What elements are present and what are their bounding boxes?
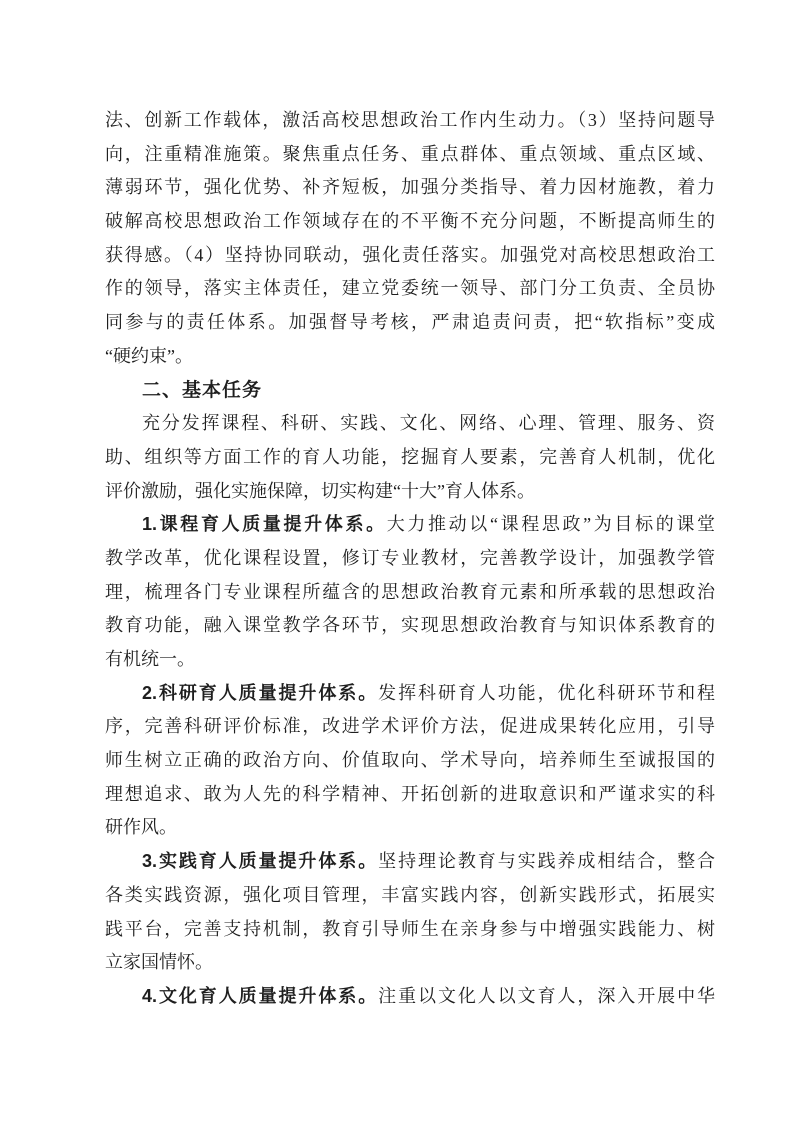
body-text: 有机统一。	[105, 649, 195, 669]
bold-lead-text: 2.科研育人质量提升体系。	[142, 682, 379, 703]
body-text: 法、创新工作载体，激活高校思想政治工作内生动力。（3）坚持问题导	[105, 110, 715, 130]
body-text: 作的领导，落实主体责任，建立党委统一领导、部门分工负责、全员协	[105, 278, 715, 299]
body-text: 充分发挥课程、科研、实践、文化、网络、心理、管理、服务、资	[142, 413, 715, 434]
body-text: 各类实践资源，强化项目管理，丰富实践内容，创新实践形式，拓展实	[105, 884, 715, 905]
body-text: 助、组织等方面工作的育人功能，挖掘育人要素，完善育人机制，优化	[105, 446, 715, 467]
text-line	[105, 811, 715, 845]
body-text: 践平台，完善支持机制，教育引导师生在亲身参与中增强实践能力、树	[105, 918, 715, 939]
body-text: 薄弱环节，强化优势、补齐短板，加强分类指导、着力因材施教，着力	[105, 177, 715, 198]
text-line	[105, 946, 715, 980]
body-text: 坚持理论教育与实践养成相结合，整合	[378, 851, 716, 872]
body-text: 研作风。	[105, 817, 177, 838]
body-text: “硬约束”。	[105, 345, 193, 366]
text-line	[105, 407, 715, 441]
text-line	[105, 272, 715, 306]
body-text: 序，完善科研评价标准，改进学术评价方法，促进成果转化应用，引导	[105, 716, 715, 737]
body-text: 发挥科研育人功能，优化科研环节和程	[378, 682, 716, 703]
body-text: 理，梳理各门专业课程所蕴含的思想政治教育元素和所承载的思想政治	[105, 581, 715, 602]
body-text: 评价激励，强化实施保障，切实构建“十大”育人体系。	[105, 480, 535, 501]
body-text: 同参与的责任体系。加强督导考核，严肃追责问责，把“软指标”变成	[105, 312, 715, 333]
body-text: 立家国情怀。	[105, 952, 213, 973]
section-heading	[105, 374, 715, 408]
body-text: 师生树立正确的政治方向、价值取向、学术导向，培养师生至诚报国的	[105, 750, 715, 771]
bold-lead-text: 3.实践育人质量提升体系。	[142, 851, 379, 872]
body-text: 理想追求、敢为人先的科学精神、开拓创新的进取意识和严谨求实的科	[105, 783, 715, 804]
text-line	[105, 643, 715, 677]
text-line	[105, 340, 715, 374]
text-line	[105, 542, 715, 576]
bold-lead-text: 4.文化育人质量提升体系。	[142, 985, 379, 1006]
text-line	[105, 576, 715, 610]
document-text	[105, 104, 715, 1014]
body-text: 注重以文化人以文育人，深入开展中华	[378, 985, 716, 1006]
body-text: 教育功能，融入课堂教学各环节，实现思想政治教育与知识体系教育的	[105, 615, 715, 636]
text-line	[105, 205, 715, 239]
text-line	[105, 778, 715, 812]
text-line	[105, 980, 715, 1014]
text-line	[105, 609, 715, 643]
bold-lead-text: 二、基本任务	[142, 379, 263, 401]
bold-lead-text: 1.课程育人质量提升体系。	[142, 514, 387, 535]
body-text: 获得感。（4）坚持协同联动，强化责任落实。加强党对高校思想政治工	[105, 244, 715, 265]
text-line	[105, 239, 715, 273]
text-line	[105, 475, 715, 509]
text-line	[105, 508, 715, 542]
body-text: 大力推动以“课程思政”为目标的课堂	[386, 514, 715, 535]
text-line	[105, 677, 715, 711]
body-text: 破解高校思想政治工作领域存在的不平衡不充分问题，不断提高师生的	[105, 211, 715, 232]
text-line	[105, 845, 715, 879]
body-text: 教学改革，优化课程设置，修订专业教材，完善教学设计，加强教学管	[105, 547, 715, 568]
text-line	[105, 138, 715, 172]
text-line	[105, 913, 715, 947]
text-line	[105, 171, 715, 205]
text-line	[105, 879, 715, 913]
text-line	[105, 306, 715, 340]
text-line	[105, 104, 715, 138]
text-line	[105, 744, 715, 778]
text-line	[105, 710, 715, 744]
body-text: 向，注重精准施策。聚焦重点任务、重点群体、重点领域、重点区域、	[105, 143, 715, 164]
text-line	[105, 441, 715, 475]
